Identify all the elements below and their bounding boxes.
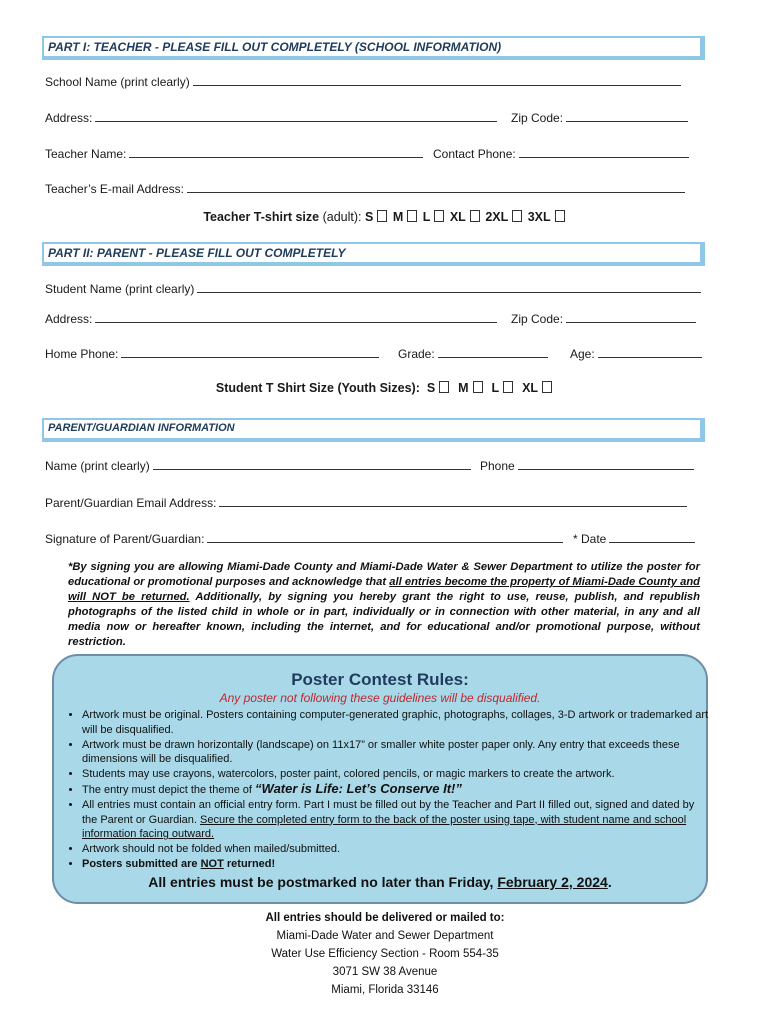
- guardian-phone-line[interactable]: [518, 458, 694, 470]
- rules-subtitle: Any poster not following these guidelines will be disqualified.: [219, 691, 541, 705]
- teacher-tshirt-adult: (adult):: [322, 210, 362, 224]
- teacher-zip-label: Zip Code:: [511, 111, 564, 125]
- teacher-size-3xl-checkbox[interactable]: [555, 210, 565, 222]
- rule-entry-form-underlined: Secure the completed entry form to the back of the poster using tape, with student name and school information facing outward.: [82, 813, 687, 841]
- part1-header: [42, 36, 705, 60]
- parent-zip-label: Zip Code:: [511, 312, 564, 326]
- rules-title: Poster Contest Rules:: [291, 670, 469, 689]
- disclaimer-underlined: all entries become the property of Miami-Dade County and will NOT be returned.: [68, 576, 700, 603]
- school-name-line[interactable]: [193, 74, 681, 86]
- teacher-email-field[interactable]: [45, 181, 685, 196]
- teacher-tshirt-label: Teacher T-shirt size: [203, 210, 320, 224]
- teacher-address-label: Address:: [45, 111, 93, 125]
- rule-theme-prefix: The entry must depict the theme of: [82, 783, 256, 796]
- deadline-date: February 2, 2024: [497, 874, 608, 890]
- teacher-size-xl: XL: [449, 210, 466, 224]
- student-tshirt-row: [0, 381, 770, 395]
- parent-address-line[interactable]: [95, 311, 497, 323]
- rule-item-theme: [82, 782, 712, 798]
- teacher-size-s: S: [364, 210, 374, 224]
- rule-item: • Artwork should not be folded when mailed/submitted.: [82, 842, 712, 857]
- consent-disclaimer: [68, 560, 700, 650]
- grade-label: Grade:: [398, 347, 435, 361]
- grade-field[interactable]: [398, 346, 548, 361]
- part2-header-text: PART II: PARENT - PLEASE FILL OUT COMPLETELY: [48, 246, 346, 260]
- teacher-address-field[interactable]: [45, 110, 497, 125]
- teacher-size-s-checkbox[interactable]: [377, 210, 387, 222]
- rule-not-returned-a: Posters submitted are: [82, 857, 201, 870]
- guardian-header: [42, 418, 705, 442]
- postmark-deadline: [54, 874, 706, 890]
- deadline-period: .: [607, 874, 612, 890]
- teacher-name-field[interactable]: [45, 146, 423, 161]
- guardian-date-field[interactable]: [573, 531, 695, 546]
- teacher-tshirt-row: [0, 210, 770, 224]
- teacher-size-xl-checkbox[interactable]: [470, 210, 480, 222]
- teacher-size-2xl: 2XL: [485, 210, 509, 224]
- student-name-label: Student Name (print clearly): [45, 282, 195, 296]
- rule-item: • Artwork must be original. Posters containing computer-generated graphic, photographs, collages, 3-D artwork or trademarked art will be disqualified.: [82, 708, 712, 738]
- school-name-label: School Name (print clearly): [45, 75, 190, 89]
- home-phone-label: Home Phone:: [45, 347, 119, 361]
- parent-zip-line[interactable]: [566, 311, 696, 323]
- age-line[interactable]: [598, 346, 702, 358]
- guardian-phone-field[interactable]: [480, 458, 694, 473]
- contact-phone-line[interactable]: [519, 146, 689, 158]
- rule-not-returned-b: returned!: [223, 857, 276, 870]
- contact-phone-field[interactable]: [433, 146, 689, 161]
- teacher-email-line[interactable]: [187, 181, 685, 193]
- teacher-size-3xl: 3XL: [527, 210, 551, 224]
- home-phone-line[interactable]: [121, 346, 379, 358]
- grade-line[interactable]: [438, 346, 548, 358]
- teacher-name-label: Teacher Name:: [45, 147, 127, 161]
- student-tshirt-label: Student T Shirt Size (Youth Sizes):: [215, 381, 420, 395]
- disclaimer-part-a: *By signing you are allowing Miami-Dade County and Miami-Dade Water & Sewer Department to utilize the poster for educational or promotional purposes and acknowledge that: [68, 561, 700, 588]
- deadline-text: All entries must be postmarked no later than Friday,: [148, 874, 498, 890]
- delivery-line-4: Miami, Florida 33146: [331, 984, 439, 996]
- delivery-heading: All entries should be delivered or mailed to:: [265, 912, 505, 924]
- student-size-xl-checkbox[interactable]: [542, 381, 552, 393]
- guardian-name-field[interactable]: [45, 458, 471, 473]
- guardian-date-line[interactable]: [609, 531, 695, 543]
- contact-phone-label: Contact Phone:: [433, 147, 516, 161]
- guardian-phone-label: Phone: [480, 459, 515, 473]
- rule-item-entry-form: [82, 798, 712, 842]
- rule-item-not-returned: [82, 857, 712, 872]
- teacher-zip-line[interactable]: [566, 110, 688, 122]
- age-field[interactable]: [570, 346, 702, 361]
- teacher-email-label: Teacher’s E-mail Address:: [45, 182, 184, 196]
- teacher-size-m-checkbox[interactable]: [407, 210, 417, 222]
- rule-item: • Students may use crayons, watercolors, poster paint, colored pencils, or magic markers to create the artwork.: [82, 767, 712, 782]
- student-size-s-checkbox[interactable]: [439, 381, 449, 393]
- teacher-size-l: L: [422, 210, 431, 224]
- age-label: Age:: [570, 347, 595, 361]
- guardian-email-field[interactable]: [45, 495, 687, 510]
- disclaimer-part-b: Additionally, by signing you hereby grant the right to use, reuse, publish, and republish photographs of the listed child in whole or in part, individually or in connection with other material, in any and all media now or hereafter known, including the internet, and for educational and/or promotional purpose, without restriction.: [68, 591, 700, 648]
- teacher-name-line[interactable]: [129, 146, 423, 158]
- parent-address-field[interactable]: [45, 311, 497, 326]
- guardian-header-text: PARENT/GUARDIAN INFORMATION: [48, 422, 235, 434]
- guardian-name-line[interactable]: [153, 458, 471, 470]
- home-phone-field[interactable]: [45, 346, 379, 361]
- delivery-line-1: Miami-Dade Water and Sewer Department: [276, 930, 494, 942]
- rule-theme-title: “Water is Life: Let’s Conserve It!”: [255, 780, 462, 796]
- teacher-size-m: M: [392, 210, 404, 224]
- student-size-l: L: [491, 381, 500, 395]
- student-size-xl: XL: [522, 381, 539, 395]
- guardian-date-label: * Date: [573, 532, 607, 546]
- parent-zip-field[interactable]: [511, 311, 696, 326]
- delivery-line-2: Water Use Efficiency Section - Room 554-35: [271, 948, 499, 960]
- student-size-s: S: [426, 381, 436, 395]
- guardian-signature-label: Signature of Parent/Guardian:: [45, 532, 205, 546]
- rule-not-returned-u: NOT: [200, 857, 224, 870]
- teacher-size-l-checkbox[interactable]: [434, 210, 444, 222]
- delivery-line-3: 3071 SW 38 Avenue: [332, 966, 438, 978]
- student-size-m-checkbox[interactable]: [473, 381, 483, 393]
- student-size-l-checkbox[interactable]: [503, 381, 513, 393]
- guardian-signature-line[interactable]: [207, 531, 563, 543]
- rule-entry-form-text: All entries must contain an official entry form. Part I must be filled out by the Teacher and Part II filled out, signed and dated by the Parent or Guardian.: [82, 798, 695, 826]
- rule-item: • Artwork must be drawn horizontally (landscape) on 11x17” or smaller white poster paper only. Any entry that exceeds these dimensions will be disqualified.: [82, 738, 712, 768]
- guardian-email-line[interactable]: [219, 495, 687, 507]
- guardian-name-label: Name (print clearly): [45, 459, 150, 473]
- parent-address-label: Address:: [45, 312, 93, 326]
- guardian-email-label: Parent/Guardian Email Address:: [45, 496, 217, 510]
- school-name-field[interactable]: [45, 74, 681, 89]
- student-size-m: M: [458, 381, 469, 395]
- student-name-field[interactable]: [45, 281, 701, 296]
- guardian-signature-field[interactable]: [45, 531, 563, 546]
- teacher-size-2xl-checkbox[interactable]: [512, 210, 522, 222]
- poster-contest-rules-box: [52, 654, 708, 904]
- teacher-zip-field[interactable]: [511, 110, 688, 125]
- teacher-address-line[interactable]: [95, 110, 497, 122]
- part2-header: [42, 242, 705, 266]
- part1-header-text: PART I: TEACHER - PLEASE FILL OUT COMPLETELY (SCHOOL INFORMATION): [48, 40, 502, 54]
- student-name-line[interactable]: [197, 281, 701, 293]
- rules-list: [68, 708, 712, 872]
